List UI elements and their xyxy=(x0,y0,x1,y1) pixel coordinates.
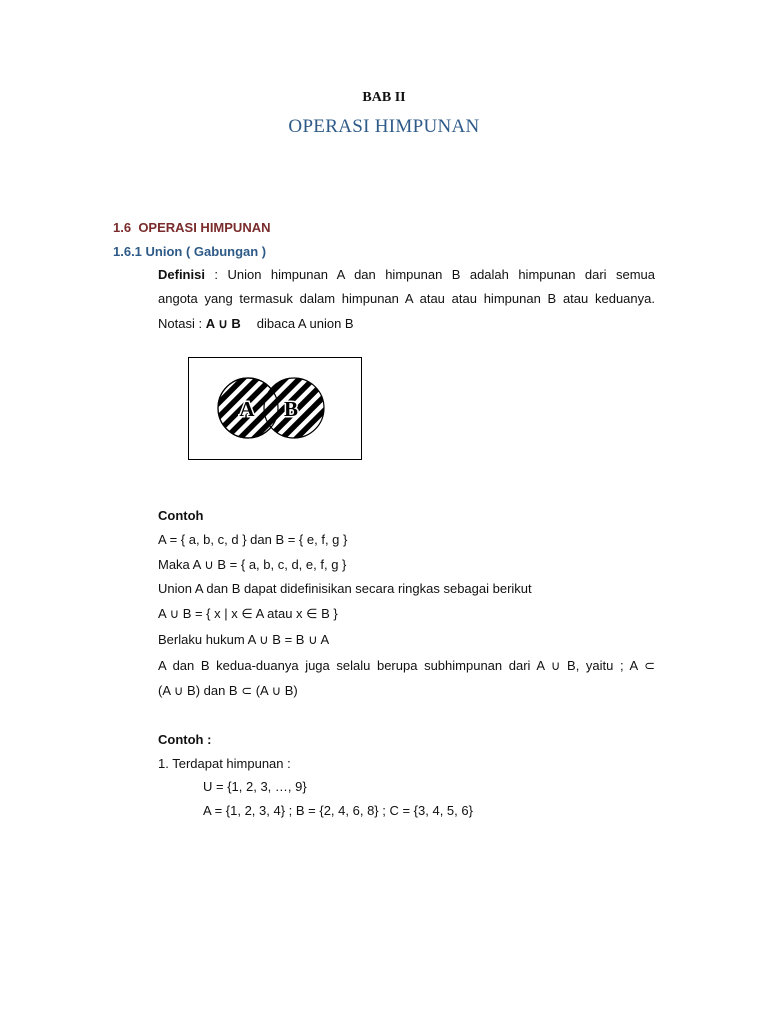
example-heading: Contoh xyxy=(158,508,204,523)
example-line: Berlaku hukum A ∪ B = B ∪ A xyxy=(158,632,330,647)
subsection-title: Union ( Gabungan ) xyxy=(145,244,267,259)
notation-line xyxy=(158,312,354,336)
notation-prefix: Notasi : xyxy=(158,316,206,331)
venn-label-b: B xyxy=(283,397,299,421)
venn-label-a: A xyxy=(239,397,255,421)
section-number: 1.6 xyxy=(113,220,132,235)
subsection-heading xyxy=(113,244,266,259)
universe-set: U = {1, 2, 3, …, 9} xyxy=(203,779,307,794)
example-line: Union A dan B dapat didefinisikan secara ringkas sebagai berikut xyxy=(158,581,532,596)
example2-intro: 1. Terdapat himpunan : xyxy=(158,756,291,771)
example2-heading: Contoh : xyxy=(158,732,212,747)
example-line: Maka A ∪ B = { a, b, c, d, e, f, g } xyxy=(158,557,347,572)
example-line: A = { a, b, c, d } dan B = { e, f, g } xyxy=(158,532,348,547)
subset-line-2: (A ∪ B) dan B ⊂ (A ∪ B) xyxy=(158,683,298,698)
section-heading xyxy=(113,220,271,235)
definition-term: Definisi xyxy=(158,267,205,282)
example-line: A ∪ B = { x | x ∈ A atau x ∈ B } xyxy=(158,606,338,621)
definition-text-1: : Union himpunan A dan himpunan B adalah himpunan dari semua xyxy=(204,267,655,282)
subset-line-1: A dan B kedua-duanya juga selalu berupa subhimpunan dari A ∪ B, yaitu ; A ⊂ xyxy=(158,658,655,673)
chapter-label: BAB II xyxy=(362,90,406,105)
notation-symbol: A ∪ B xyxy=(205,316,241,331)
venn-diagram-svg xyxy=(189,358,361,459)
venn-diagram xyxy=(188,357,362,460)
chapter-title: OPERASI HIMPUNAN xyxy=(288,116,480,137)
section-title: OPERASI HIMPUNAN xyxy=(138,220,271,235)
definition-line-1 xyxy=(158,263,655,287)
notation-reading: dibaca A union B xyxy=(256,316,354,331)
subsection-number: 1.6.1 xyxy=(113,244,142,259)
sets-line: A = {1, 2, 3, 4} ; B = {2, 4, 6, 8} ; C = {3, 4, 5, 6} xyxy=(203,803,473,818)
definition-line-2: angota yang termasuk dalam himpunan A atau atau himpunan B atau keduanya. xyxy=(158,291,655,306)
